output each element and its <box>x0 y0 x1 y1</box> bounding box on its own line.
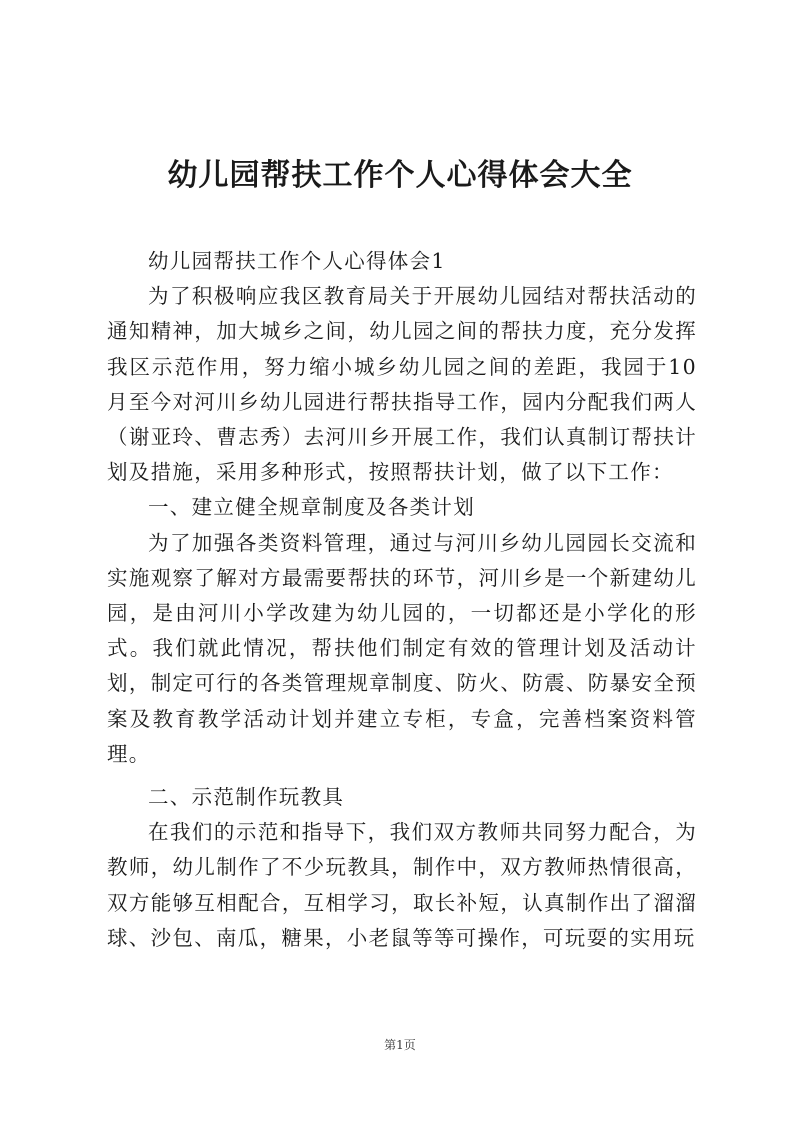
document-body <box>107 244 697 956</box>
section-2-paragraph: 在我们的示范和指导下，我们双方教师共同努力配合，为教师，幼儿制作了不少玩教具，制作中，双方教师热情很高，双方能够互相配合，互相学习，取长补短，认真制作出了溜溜球、沙包、南瓜，糖果，小老鼠等等可操作，可玩耍的实用玩 <box>107 820 697 950</box>
document-title: 幼儿园帮扶工作个人心得体会大全 <box>167 158 633 193</box>
section-heading-2: 二、示范制作玩教具 <box>148 785 345 810</box>
page-number: 第1页 <box>384 1038 416 1052</box>
section-subtitle: 幼儿园帮扶工作个人心得体会1 <box>148 249 446 273</box>
section-heading-1: 一、建立健全规章制度及各类计划 <box>148 495 475 520</box>
section-1-paragraph: 为了加强各类资料管理，通过与河川乡幼儿园园长交流和实施观察了解对方最需要帮扶的环节，河川乡是一个新建幼儿园，是由河川小学改建为幼儿园的，一切都还是小学化的形式。我们就此情况，帮扶他们制定有效的管理计划及活动计划，制定可行的各类管理规章制度、防火、防震、防暴安全预案及教育教学活动计划并建立专柜，专盒，完善档案资料管理。 <box>107 530 697 766</box>
intro-paragraph: 为了积极响应我区教育局关于开展幼儿园结对帮扶活动的通知精神，加大城乡之间，幼儿园之间的帮扶力度，充分发挥我区示范作用，努力缩小城乡幼儿园之间的差距，我园于10月至今对河川乡幼儿园进行帮扶指导工作，园内分配我们两人（谢亚玲、曹志秀）去河川乡开展工作，我们认真制订帮扶计划及措施，采用多种形式，按照帮扶计划，做了以下工作： <box>107 284 697 485</box>
